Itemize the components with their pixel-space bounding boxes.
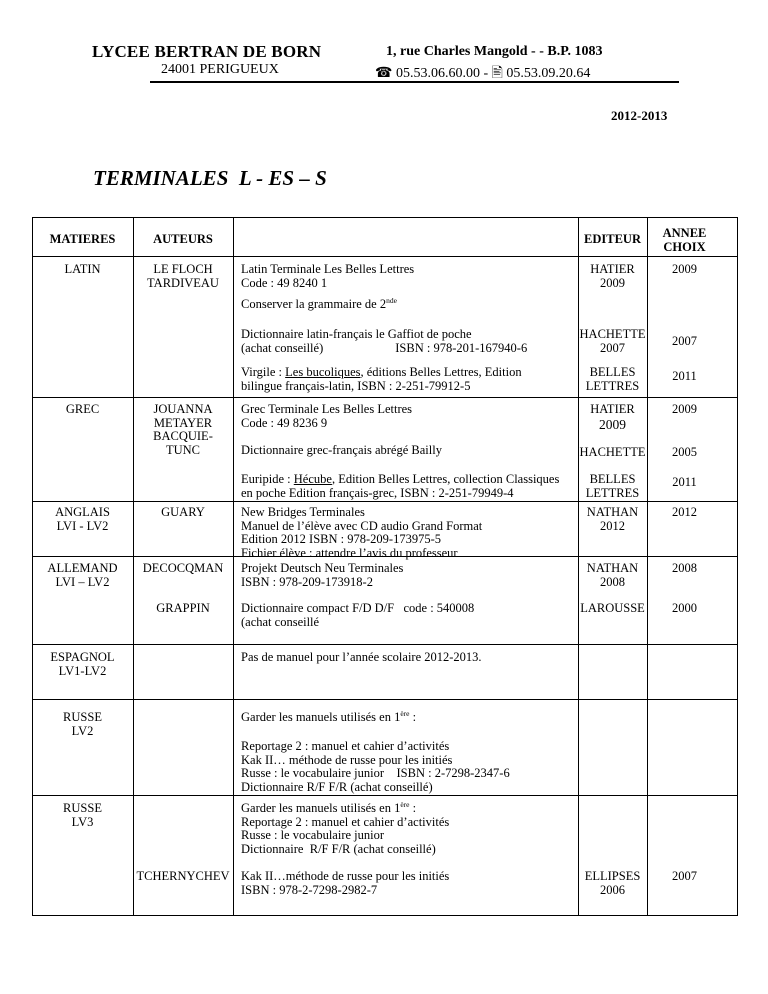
book-edition: , éditions Belles Lettres, Edition xyxy=(360,365,522,379)
subject-russe-lv3 xyxy=(32,802,133,829)
book-projekt-deutsch xyxy=(241,562,581,589)
school-name: LYCEE BERTRAN DE BORN xyxy=(92,42,322,61)
publisher-latin-terminale xyxy=(578,263,647,290)
book-edition: , Edition Belles Lettres, collection Classiques xyxy=(331,472,560,486)
book-author: Euripide : xyxy=(241,472,294,486)
book-kak-ii xyxy=(241,870,581,897)
book-title: Projekt Deutsch Neu Terminales xyxy=(241,561,404,575)
books-russe-lv2 xyxy=(241,740,581,794)
school-city: 24001 PERIGUEUX xyxy=(161,62,279,77)
subject-grec: GREC xyxy=(65,402,100,416)
book-line: Russe : le vocabulaire junior xyxy=(241,828,385,843)
subject-allemand xyxy=(32,562,133,589)
note-text: Conserver la grammaire de 2 xyxy=(241,297,387,311)
author-grec xyxy=(133,403,233,457)
contact-separator: - xyxy=(483,66,489,81)
publisher-new-bridges xyxy=(578,506,647,533)
book-title: Dictionnaire latin-français le Gaffiot de poche xyxy=(241,327,472,341)
subject-espagnol xyxy=(32,651,133,678)
note-superscript: ère xyxy=(400,708,410,718)
year-choice-gaffiot: 2007 xyxy=(672,334,697,348)
author-line: METAYER xyxy=(153,415,213,430)
book-line: Reportage 2 : manuel et cahier d’activités xyxy=(241,739,450,753)
note-line xyxy=(241,799,581,816)
book-dictionnaire-compact xyxy=(241,602,581,629)
publisher-name: BELLES xyxy=(589,365,636,379)
book-isbn: ISBN : 978-2-7298-2982-7 xyxy=(241,882,378,897)
subject-level: LV2 xyxy=(71,723,94,738)
book-line: Dictionnaire R/F F/R (achat conseillé) xyxy=(241,841,436,856)
book-isbn: bilingue français-latin, ISBN : 2-251-79912-5 xyxy=(241,378,471,393)
note-latin-grammar xyxy=(241,295,581,312)
notes-russe-lv3 xyxy=(241,799,581,856)
publisher-grec-terminale xyxy=(578,403,647,431)
book-line: Reportage 2 : manuel et cahier d’activités xyxy=(241,814,450,829)
publisher-bailly: HACHETTE xyxy=(579,445,646,459)
book-title: Dictionnaire compact F/D D/F code : 540008 xyxy=(241,601,475,615)
book-hecube xyxy=(241,473,581,500)
book-note: Fichier élève : attendre l’avis du professeur xyxy=(241,545,458,560)
subject-name: ESPAGNOL xyxy=(50,650,115,664)
publisher-year: 2007 xyxy=(600,340,625,355)
subject-level: LV3 xyxy=(71,814,94,829)
note-russe-lv2 xyxy=(241,708,581,725)
publisher-name: NATHAN xyxy=(586,561,639,575)
year-choice-hecube: 2011 xyxy=(672,475,697,489)
school-address: 1, rue Charles Mangold - - B.P. 1083 xyxy=(386,44,603,59)
note-espagnol: Pas de manuel pour l’année scolaire 2012-2013. xyxy=(241,650,482,664)
subject-latin: LATIN xyxy=(64,262,101,276)
author-line: TARDIVEAU xyxy=(147,275,219,290)
year-choice-bailly: 2005 xyxy=(672,445,697,459)
book-title: New Bridges Terminales xyxy=(241,505,365,519)
book-grec-terminale xyxy=(241,403,581,430)
subject-level: LV1-LV2 xyxy=(58,663,107,678)
col-header-annee-choix xyxy=(647,227,722,254)
subject-name: ANGLAIS xyxy=(55,505,110,519)
author-latin xyxy=(133,263,233,290)
fax-number: 05.53.09.20.64 xyxy=(506,66,591,81)
book-title: Latin Terminale Les Belles Lettres xyxy=(241,262,415,276)
year-choice-latin-terminale: 2009 xyxy=(672,262,697,276)
book-title: Kak II…méthode de russe pour les initiés xyxy=(241,869,450,883)
book-format: Manuel de l’élève avec CD audio Grand Format xyxy=(241,518,483,533)
col-header-editeur: EDITEUR xyxy=(584,232,641,246)
publisher-year: 2009 xyxy=(600,275,625,290)
note-superscript: nde xyxy=(386,295,397,305)
book-title xyxy=(241,366,581,380)
publisher-kak-ii xyxy=(578,870,647,897)
year-choice-projekt-deutsch: 2008 xyxy=(672,561,697,575)
year-choice-kak-ii: 2007 xyxy=(672,869,697,883)
author-line: LE FLOCH xyxy=(153,262,213,276)
book-code: Code : 49 8236 9 xyxy=(241,415,328,430)
subject-level: LVI - LV2 xyxy=(56,518,109,533)
publisher-projekt-deutsch xyxy=(578,562,647,589)
author-allemand-2: GRAPPIN xyxy=(156,601,210,615)
book-isbn: en poche Edition français-grec, ISBN : 2-251-79949-4 xyxy=(241,485,514,500)
publisher-name: HACHETTE xyxy=(579,327,646,341)
book-advice: (achat conseillé) xyxy=(241,340,324,355)
publisher-year: 2009 xyxy=(599,416,626,432)
subject-level: LVI – LV2 xyxy=(55,574,110,589)
year-choice-dictionnaire-compact: 2000 xyxy=(672,601,697,615)
publisher-name: HATIER xyxy=(590,262,635,276)
subject-name: ALLEMAND xyxy=(47,561,118,575)
publisher-gaffiot xyxy=(578,328,647,355)
book-gaffiot xyxy=(241,328,581,355)
author-anglais: GUARY xyxy=(161,505,205,519)
phone-number: 05.53.06.60.00 xyxy=(395,66,480,81)
publisher-year: 2012 xyxy=(600,518,625,533)
page-title: TERMINALES L - ES – S xyxy=(93,166,327,190)
publisher-bucoliques xyxy=(578,366,647,393)
subject-name: RUSSE xyxy=(63,710,102,724)
year-choice-bucoliques: 2011 xyxy=(672,369,697,383)
col-header-auteurs: AUTEURS xyxy=(153,232,213,246)
choix-label: CHOIX xyxy=(663,239,706,254)
book-work: Les bucoliques xyxy=(285,365,361,379)
annee-label: ANNEE xyxy=(662,226,707,240)
subject-russe-lv2 xyxy=(32,711,133,738)
book-advice: (achat conseillé xyxy=(241,614,320,629)
book-line: Russe : le vocabulaire junior ISBN : 2-7298-2347-6 xyxy=(241,766,510,781)
publisher-name: BELLES xyxy=(589,472,636,486)
subject-name: RUSSE xyxy=(63,801,102,815)
book-work: Hécube xyxy=(293,472,332,486)
book-author: Virgile : xyxy=(241,365,286,379)
book-latin-terminale xyxy=(241,263,581,290)
publisher-year: 2008 xyxy=(600,574,625,589)
book-bailly: Dictionnaire grec-français abrégé Bailly xyxy=(241,443,442,457)
author-line: TUNC xyxy=(165,442,201,457)
author-allemand-1: DECOCQMAN xyxy=(142,561,224,575)
publisher-name: ELLIPSES xyxy=(584,869,641,883)
note-superscript: ère xyxy=(400,799,410,809)
publisher-name-2: LETTRES xyxy=(585,378,640,393)
book-code: Code : 49 8240 1 xyxy=(241,275,328,290)
note-colon: : xyxy=(409,710,417,724)
telephone-icon: ☎ xyxy=(375,66,393,81)
subject-anglais xyxy=(32,506,133,533)
book-isbn: ISBN : 978-201-167940-6 xyxy=(395,340,528,355)
publisher-name: NATHAN xyxy=(586,505,639,519)
book-title: Grec Terminale Les Belles Lettres xyxy=(241,402,413,416)
year-choice-grec-terminale: 2009 xyxy=(672,402,697,416)
publisher-hecube xyxy=(578,473,647,500)
author-line: BACQUIE- xyxy=(153,429,213,444)
book-title xyxy=(241,473,581,487)
book-isbn: Edition 2012 ISBN : 978-209-173975-5 xyxy=(241,532,441,547)
school-year: 2012-2013 xyxy=(611,108,668,123)
note-colon: : xyxy=(409,801,417,815)
book-isbn: ISBN : 978-209-173918-2 xyxy=(241,574,373,589)
note-text: Garder les manuels utilisés en 1 xyxy=(241,801,401,815)
publisher-name-2: LETTRES xyxy=(585,485,640,500)
book-line: Dictionnaire R/F F/R (achat conseillé) xyxy=(241,779,433,794)
fax-icon: 🖹 xyxy=(491,66,503,81)
publisher-dictionnaire-compact: LAROUSSE xyxy=(580,601,645,615)
book-line: Kak II… méthode de russe pour les initiés xyxy=(241,752,453,767)
header-rule xyxy=(150,81,679,83)
author-line: JOUANNA xyxy=(153,402,213,416)
author-russe-lv3: TCHERNYCHEV xyxy=(136,869,230,883)
book-new-bridges xyxy=(241,506,581,560)
col-header-matieres: MATIERES xyxy=(49,232,116,246)
publisher-name: HATIER xyxy=(590,402,635,416)
book-bucoliques xyxy=(241,366,581,393)
note-text: Garder les manuels utilisés en 1 xyxy=(241,710,401,724)
publisher-year: 2006 xyxy=(600,882,625,897)
book-details xyxy=(241,342,581,356)
year-choice-new-bridges: 2012 xyxy=(672,505,697,519)
